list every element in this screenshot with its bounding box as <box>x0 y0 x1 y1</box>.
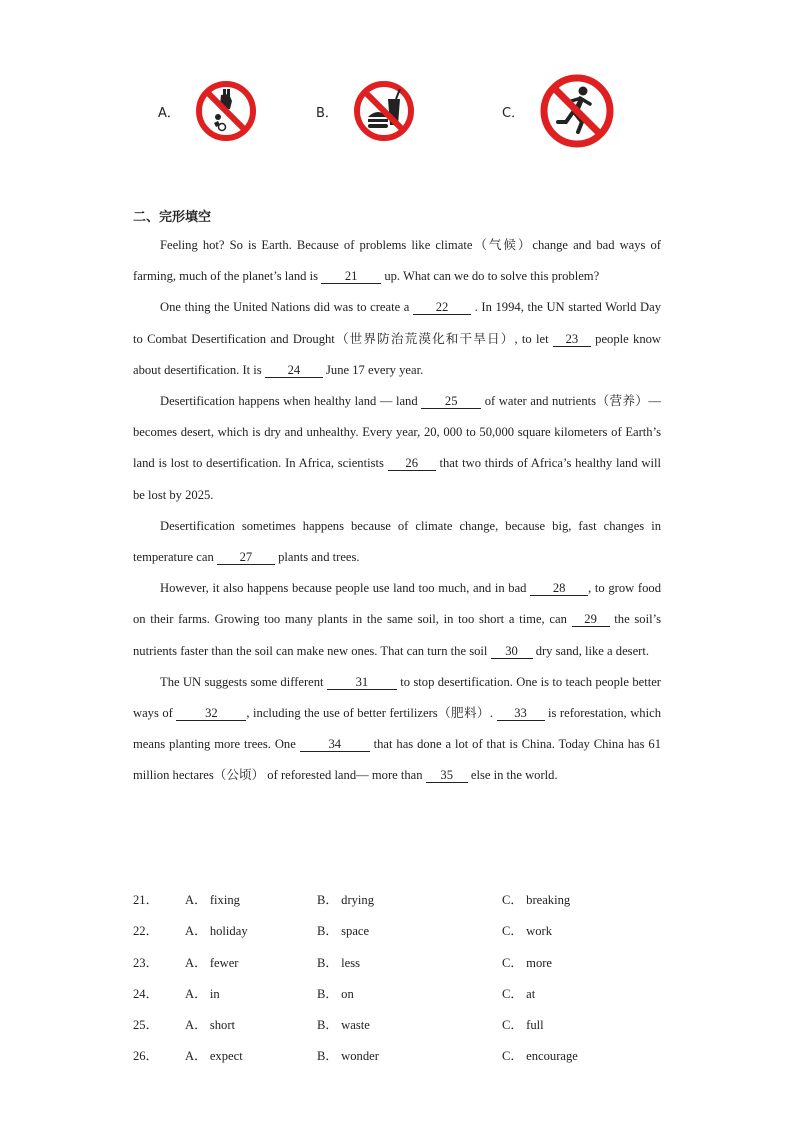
passage-text: that has done a lot of that is China. Today China has 61 million hectares（公顷） of reforested land— more than <box>133 737 661 783</box>
no-food-drink-icon <box>352 79 416 143</box>
passage-text: However, it also happens because people use land too much, and in bad <box>160 581 531 596</box>
blank-35: 35 <box>426 768 468 783</box>
choice-a[interactable]: A． in <box>185 987 220 1001</box>
question-24 <box>133 983 693 1003</box>
option-b-letter: B． <box>316 105 338 121</box>
option-c-letter: C． <box>502 105 525 121</box>
question-number: 25． <box>133 1018 159 1032</box>
no-littering-icon <box>194 79 258 143</box>
passage-text: , to grow food on their farms. Growing too many plants in the same soil, in too short a time, can <box>133 581 661 627</box>
passage-text: the soil’s nutrients faster than the soil can make new ones. That can turn the soil <box>133 612 661 658</box>
choice-c[interactable]: C． full <box>502 1018 544 1032</box>
paragraph-5 <box>133 573 661 667</box>
option-a-letter: A． <box>158 105 180 121</box>
choice-b[interactable]: B． less <box>317 956 361 970</box>
question-22 <box>133 920 693 940</box>
question-number: 21． <box>133 893 159 907</box>
passage-text: to stop desertification. One is to teach people better ways of <box>133 674 661 721</box>
passage-text: The UN suggests some different <box>160 674 327 689</box>
choice-b[interactable]: B． space <box>317 924 370 938</box>
option-c <box>502 72 616 150</box>
option-a <box>158 79 258 143</box>
blank-33: 33 <box>497 706 545 721</box>
question-23 <box>133 952 693 972</box>
choice-a[interactable]: A． expect <box>185 1049 243 1063</box>
option-b <box>316 79 416 143</box>
blank-28: 28 <box>530 581 588 596</box>
passage-text: of water and nutrients（营养）—becomes desert, which is dry and unhealthy. Every year, 20, 000 to 50,000 square kilometers of Earth’s land is lost to desertification. In Africa, scientists <box>133 394 661 471</box>
passage-text: . In 1994, the UN started World Day to Combat Desertification and Drought（世界防治荒漠化和干旱日）, to let <box>133 300 661 346</box>
blank-30: 30 <box>491 644 533 659</box>
choice-c[interactable]: C． encourage <box>502 1049 578 1063</box>
choice-b[interactable]: B． waste <box>317 1018 370 1032</box>
choice-b[interactable]: B． wonder <box>317 1049 379 1063</box>
sign-options <box>0 0 794 160</box>
question-25 <box>133 1014 693 1034</box>
choice-c[interactable]: C． more <box>502 956 553 970</box>
choice-a[interactable]: A． holiday <box>185 924 248 938</box>
paragraph-1 <box>133 230 661 292</box>
blank-25: 25 <box>421 394 481 409</box>
choice-c[interactable]: C． work <box>502 924 553 938</box>
blank-31: 31 <box>327 675 397 690</box>
paragraph-3 <box>133 386 661 511</box>
choice-a[interactable]: A． short <box>185 1018 236 1032</box>
paragraph-2 <box>133 292 661 386</box>
passage-text: One thing the United Nations did was to create a <box>160 300 414 315</box>
choice-a[interactable]: A． fewer <box>185 956 239 970</box>
choice-a[interactable]: A． fixing <box>185 893 240 907</box>
passage-text: June 17 every year. <box>322 362 424 377</box>
no-running-icon <box>538 72 616 150</box>
passage-text: is reforestation, which means planting more trees. One <box>133 706 661 752</box>
blank-23: 23 <box>553 332 591 347</box>
passage-text: dry sand, like a desert. <box>532 643 650 658</box>
question-26 <box>133 1045 693 1065</box>
question-number: 22． <box>133 924 159 938</box>
question-number: 26． <box>133 1049 159 1063</box>
choice-b[interactable]: B． on <box>317 987 354 1001</box>
blank-29: 29 <box>572 612 610 627</box>
passage-text: up. What can we do to solve this problem? <box>381 269 600 284</box>
question-21 <box>133 889 693 909</box>
cloze-passage <box>133 230 661 792</box>
passage-text: plants and trees. <box>274 550 360 565</box>
passage-text: people know about desertification. It is <box>133 331 662 377</box>
blank-21: 21 <box>321 269 381 284</box>
paragraph-6 <box>133 667 661 792</box>
blank-22: 22 <box>413 300 471 315</box>
paragraph-4 <box>133 511 661 573</box>
choice-b[interactable]: B． drying <box>317 893 375 907</box>
blank-34: 34 <box>300 737 370 752</box>
passage-text: else in the world. <box>467 768 558 783</box>
choice-c[interactable]: C． breaking <box>502 893 571 907</box>
question-number: 24． <box>133 987 159 1001</box>
passage-text: , including the use of better fertilizers（肥料）. <box>246 706 497 721</box>
passage-text: that two thirds of Africa’s healthy land will be lost by 2025. <box>133 456 661 502</box>
section-title: 二、完形填空 <box>133 210 212 225</box>
blank-27: 27 <box>217 550 275 565</box>
blank-32: 32 <box>176 706 246 721</box>
passage-text: Desertification sometimes happens because of climate change, because big, fast changes in temperature can <box>133 518 661 565</box>
question-number: 23． <box>133 956 159 970</box>
blank-24: 24 <box>265 363 323 378</box>
passage-text: Desertification happens when healthy land — land <box>160 394 422 409</box>
blank-26: 26 <box>388 456 436 471</box>
passage-text: Feeling hot? So is Earth. Because of problems like climate（气候）change and bad ways of farming, much of the planet’s land is <box>133 238 661 284</box>
choice-c[interactable]: C． at <box>502 987 536 1001</box>
